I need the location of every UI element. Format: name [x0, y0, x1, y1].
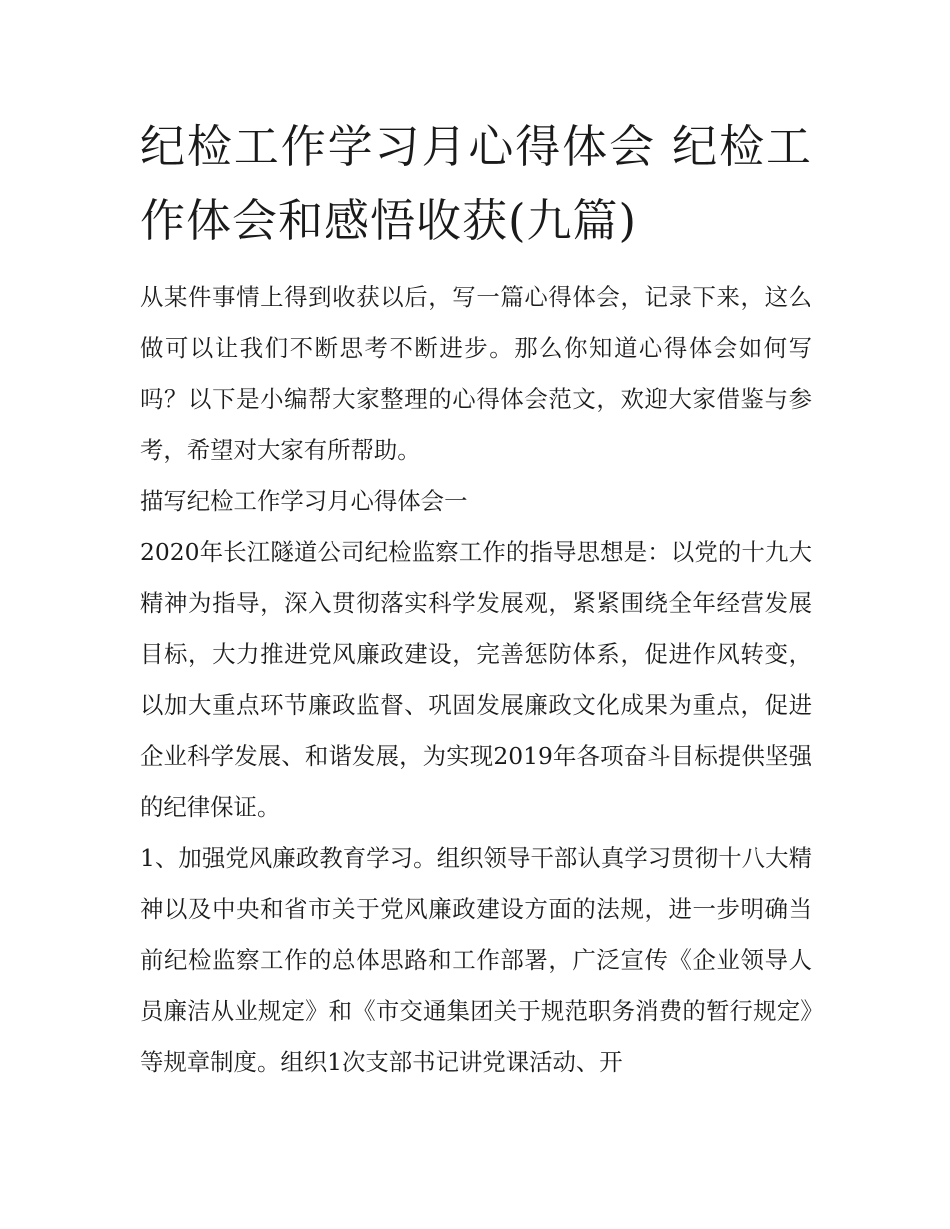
document-title: 纪检工作学习月心得体会 纪检工作体会和感悟收获(九篇)	[140, 120, 812, 247]
body-paragraph-2: 1、加强党风廉政教育学习。组织领导干部认真学习贯彻十八大精神以及中央和省市关于党风廉政建设方面的法规，进一步明确当前纪检监察工作的总体思路和工作部署，广泛宣传《企业领导人员廉洁从业规定》和《市交通集团关于规范职务消费的暂行规定》等规章制度。组织1次支部书记讲党课活动、开	[140, 844, 812, 1076]
body-paragraph-1: 2020年长江隧道公司纪检监察工作的指导思想是：以党的十九大精神为指导，深入贯彻落实科学发展观，紧紧围绕全年经营发展目标，大力推进党风廉政建设，完善惩防体系，促进作风转变，以加大重点环节廉政监督、巩固发展廉政文化成果为重点，促进企业科学发展、和谐发展，为实现2019年各项奋斗目标提供坚强的纪律保证。	[140, 538, 812, 821]
document-body	[140, 110, 812, 1088]
intro-paragraph: 从某件事情上得到收获以后，写一篇心得体会，记录下来，这么做可以让我们不断思考不断进步。那么你知道心得体会如何写吗？以下是小编帮大家整理的心得体会范文，欢迎大家借鉴与参考，希望对大家有所帮助。	[140, 283, 812, 464]
section-heading: 描写纪检工作学习月心得体会一	[140, 487, 468, 515]
